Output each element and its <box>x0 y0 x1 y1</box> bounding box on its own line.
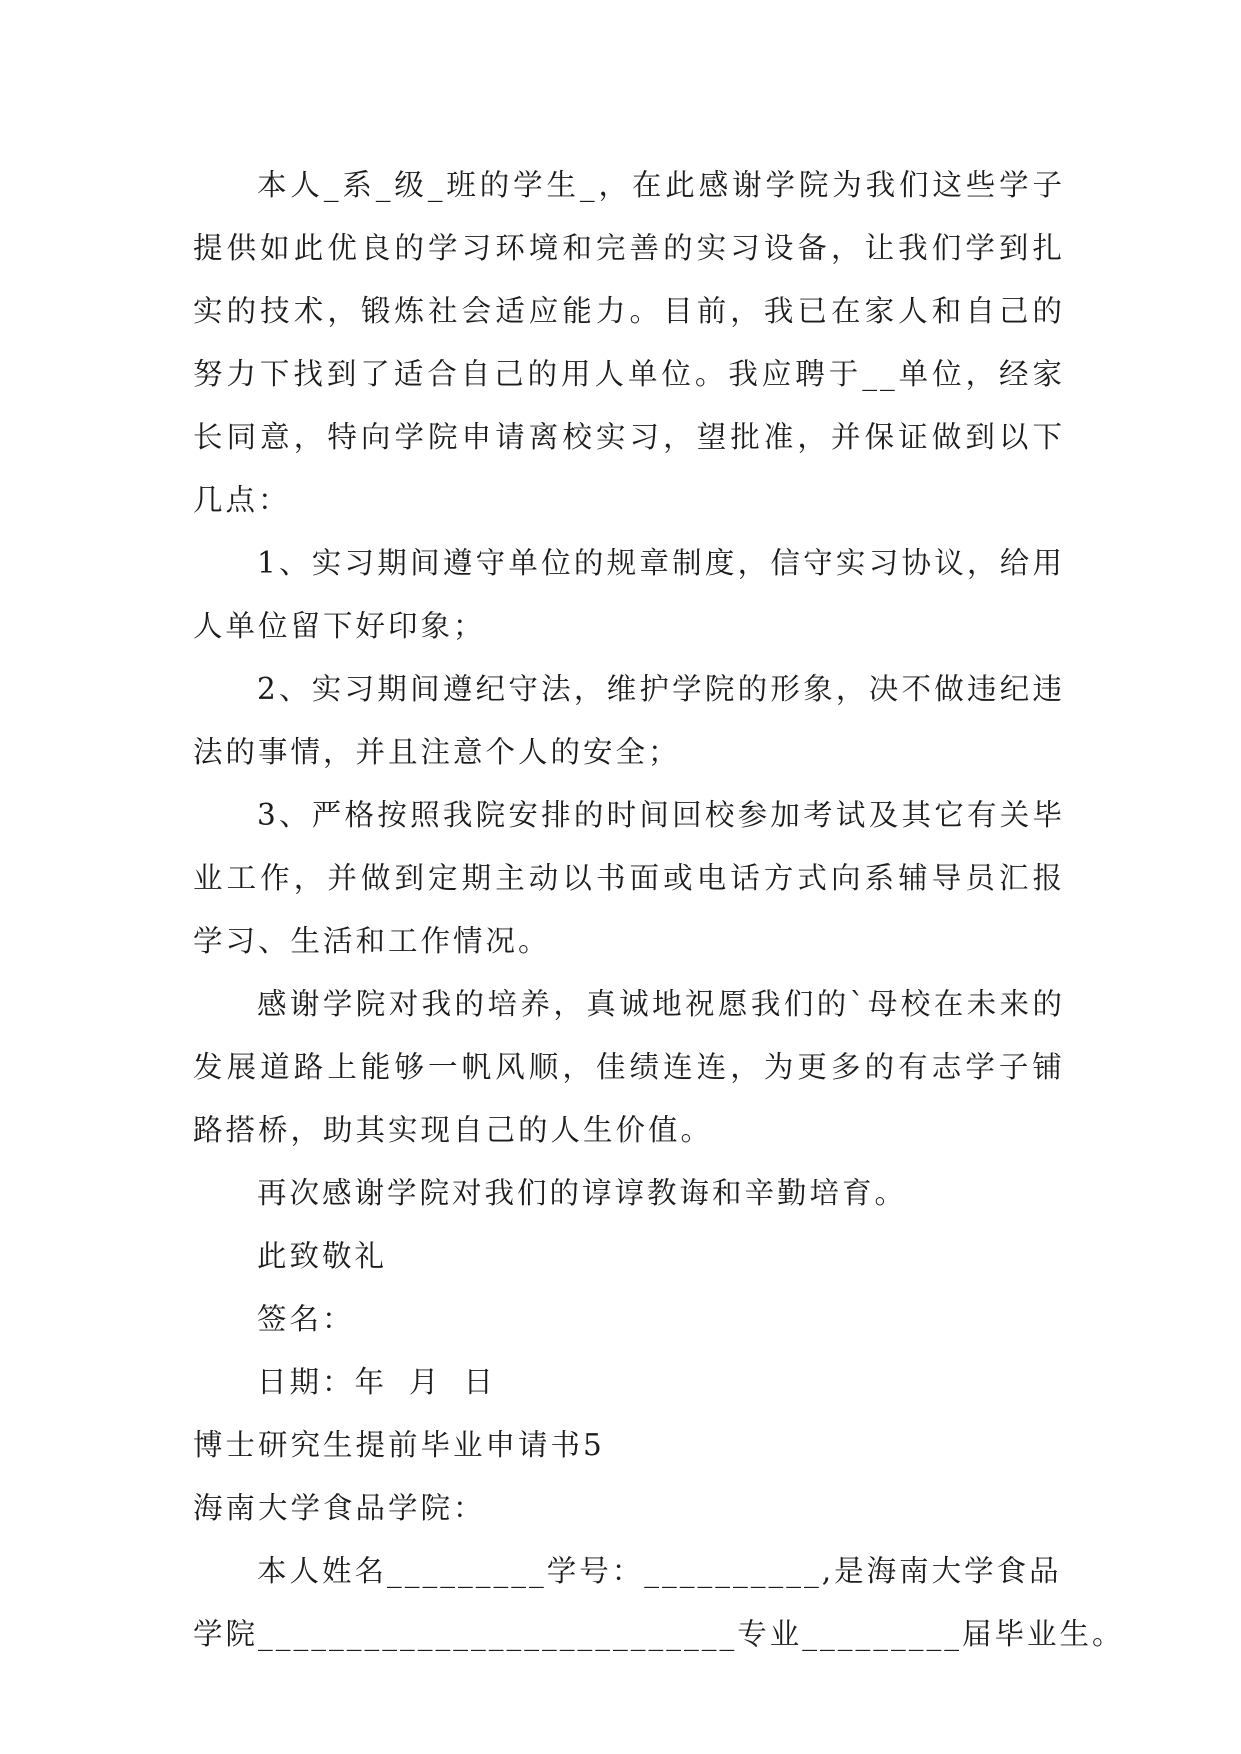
application-line-1: 本人姓名_________学号：__________,是海南大学食品 <box>257 1554 1062 1588</box>
date-label: 日期： <box>257 1365 355 1399</box>
date-line <box>193 1351 1065 1414</box>
date-year: 年 <box>354 1365 388 1399</box>
signature-line: 签名： <box>257 1302 355 1336</box>
commitment-point-1: 1、实习期间遵守单位的规章制度，信守实习协议，给用人单位留下好印象； <box>193 546 1065 643</box>
intro-paragraph: 本人_系_级_班的学生_，在此感谢学院为我们这些学子提供如此优良的学习环境和完善的实习设备，让我们学到扎实的技术，锻炼社会适应能力。目前，我已在家人和自己的努力下找到了适合自己的用人单位。我应聘于__单位，经家长同意，特向学院申请离校实习，望批准，并保证做到以下几点： <box>193 168 1065 517</box>
date-month: 月 <box>409 1365 442 1399</box>
commitment-point-2: 2、实习期间遵纪守法，维护学院的形象，决不做违纪违法的事情，并且注意个人的安全； <box>193 672 1065 769</box>
closing-salutation: 此致敬礼 <box>257 1239 388 1273</box>
document-body <box>193 154 1125 1666</box>
date-day: 日 <box>463 1365 497 1399</box>
addressee: 海南大学食品学院： <box>193 1491 486 1525</box>
thanks-paragraph: 感谢学院对我的培养，真诚地祝愿我们的`母校在未来的发展道路上能够一帆风顺，佳绩连连，为更多的有志学子铺路搭桥，助其实现自己的人生价值。 <box>193 987 1065 1147</box>
commitment-point-3: 3、严格按照我院安排的时间回校参加考试及其它有关毕业工作，并做到定期主动以书面或电话方式向系辅导员汇报学习、生活和工作情况。 <box>193 798 1065 958</box>
section-title: 博士研究生提前毕业申请书5 <box>193 1428 605 1462</box>
application-line-2: 学院___________________________专业_________届毕业生。 <box>193 1617 1125 1651</box>
thanks-again-line: 再次感谢学院对我们的谆谆教诲和辛勤培育。 <box>257 1176 908 1210</box>
